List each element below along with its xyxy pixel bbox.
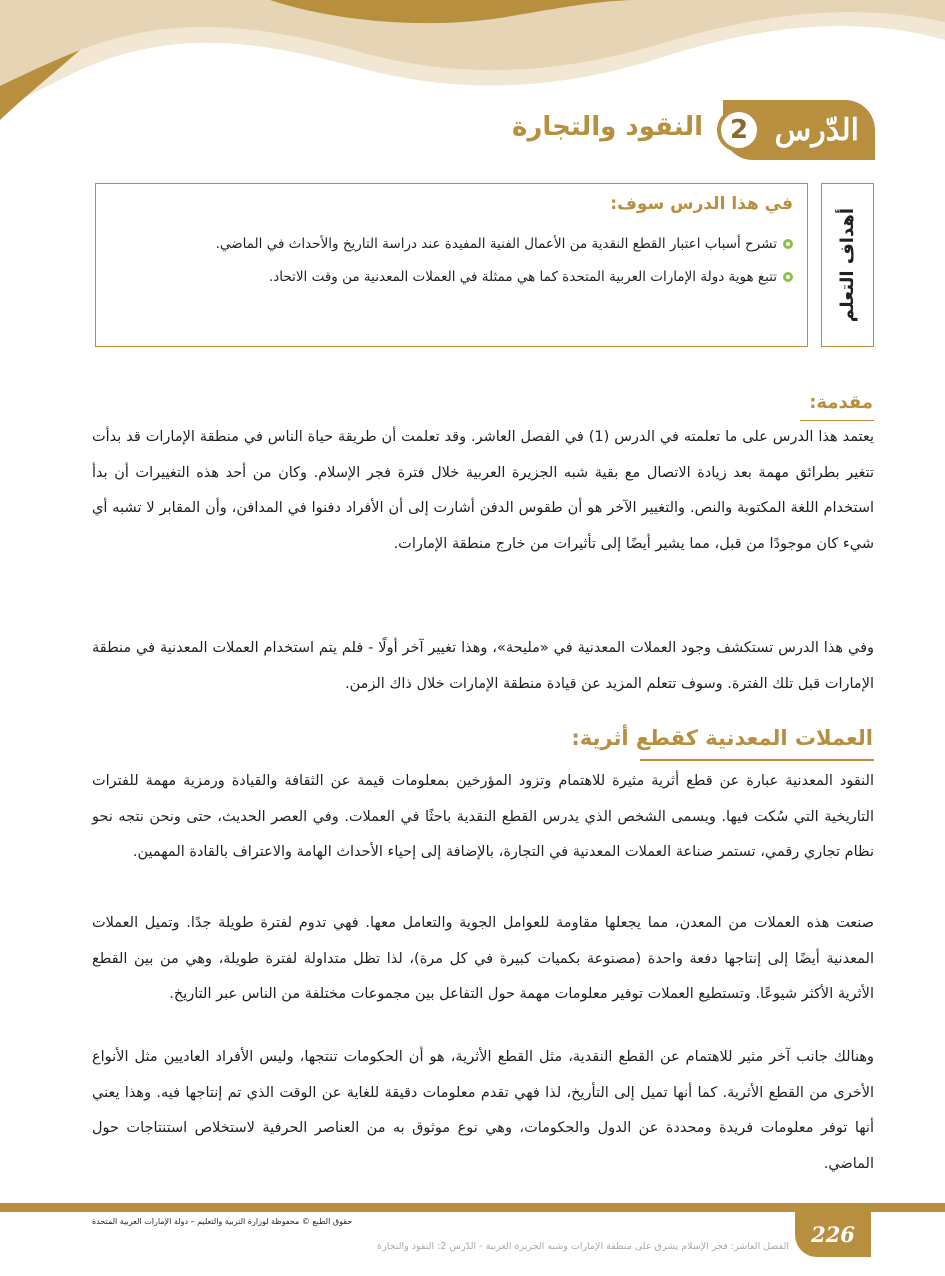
copyright-text: حقوق الطبع © محفوظة لوزارة التربية والتعليم – دولة الإمارات العربية المتحدة — [92, 1217, 353, 1226]
learning-goals-box — [95, 183, 808, 347]
learning-goals-label: أهداف التعلم — [837, 207, 858, 323]
lesson-word: الدّرس — [774, 112, 859, 148]
page-number: 226 — [795, 1212, 871, 1257]
coins-paragraph-1: النقود المعدنية عبارة عن قطع أثرية مثيرة للاهتمام وتزود المؤرخين بمعلومات قيمة عن الثقافة والقيادة ورمزية مهمة للفترات التاريخية التي سُكت فيها. ويسمى الشخص الذي يدرس القطع النقدية باحثًا في العملات. وفي العصر الحديث، حتى ونحن نتجه نحو نظام تجاري رقمي، تستمر صناعة العملات المعدنية في التجارة، بالإضافة إلى إحياء الأحداث الهامة والاعتراف بالقادة المهمين. — [92, 773, 874, 860]
footer-bar — [0, 1203, 945, 1212]
bullet-icon — [783, 272, 793, 282]
goal-text: تشرح أسباب اعتبار القطع النقدية من الأعمال الفنية المفيدة عند دراسة التاريخ والأحداث في الماضي. — [215, 236, 777, 252]
coins-paragraph-2: صنعت هذه العملات من المعدن، مما يجعلها مقاومة للعوامل الجوية والتعامل معها. فهي تدوم لفترة طويلة جدًا. وتميل العملات المعدنية أيضًا إلى إنتاجها دفعة واحدة (مصنوعة بكميات كبيرة في كل مرة)، لذا تظل متداولة لفترة طويلة، وهي من بين القطع الأثرية الأكثر شيوعًا. وتستطيع العملات توفير معلومات مهمة حول التفاعل بين مجموعات مختلفة من الناس عبر التاريخ. — [92, 915, 874, 1002]
lesson-title: النقود والتجارة — [512, 112, 703, 142]
intro-paragraph-1: يعتمد هذا الدرس على ما تعلمته في الدرس (1) في الفصل العاشر. وقد تعلمت أن طريقة حياة الناس في منطقة الإمارات قد بدأت تتغير بطرائق مهمة بعد زيادة الاتصال مع بقية شبه الجزيرة العربية خلال فترة فجر الإسلام. وكان من أحد هذه التغييرات أن بدأ استخدام اللغة المكتوبة والنص. والتغيير الآخر هو أن طقوس الدفن أشارت إلى أن الأفراد دفنوا في المدافن، وأن المقابر لا تشبه أي شيء كان موجودًا من قبل، مما يشير أيضًا إلى تأثيرات من خارج منطقة الإمارات. — [92, 429, 874, 552]
lesson-number-badge: 2 — [717, 108, 761, 152]
goal-item — [216, 236, 793, 252]
coins-paragraph-3: وهنالك جانب آخر مثير للاهتمام عن القطع النقدية، مثل القطع الأثرية، هو أن الحكومات تنتجها، وليس الأفراد العاديين مثل الأنواع الأخرى من القطع الأثرية. كما أنها تميل إلى التأريخ، لذا فهي تقدم معلومات دقيقة للغاية عن الوقت الذي تم إنتاجها فيه. وهذا يعني أنها توفر معلومات فريدة ومحددة عن الدول والحكومات، وهي نوع موثوق به من العناصر الحرفية لاستخلاص استنتاجات حول الماضي. — [92, 1049, 874, 1172]
goal-text: تتبع هوية دولة الإمارات العربية المتحدة كما هي ممثلة في العملات المعدنية من وقت الاتحاد. — [268, 269, 777, 285]
intro-heading: مقدمة: — [809, 392, 873, 413]
bullet-icon — [783, 239, 793, 249]
chapter-running-title: الفصل العاشر: فجر الإسلام يشرق على منطقة الإمارات وشبه الجزيرة العربية - الدّرس 2: النقود والتجارة — [377, 1241, 789, 1252]
intro-paragraph-2: وفي هذا الدرس تستكشف وجود العملات المعدنية في «مليحة»، وهذا تغيير آخر أولًا - فلم يتم استخدام العملات المعدنية في منطقة الإمارات قبل تلك الفترة. وسوف تتعلم المزيد عن قيادة منطقة الإمارات خلال ذاك الزمن. — [92, 640, 874, 692]
lesson-header — [69, 100, 875, 162]
coins-heading: العملات المعدنية كقطع أثرية: — [571, 726, 873, 750]
goals-heading: في هذا الدرس سوف: — [610, 194, 793, 214]
learning-goals-tab — [821, 183, 874, 347]
goal-item — [269, 269, 793, 285]
coins-heading-underline — [640, 759, 874, 761]
